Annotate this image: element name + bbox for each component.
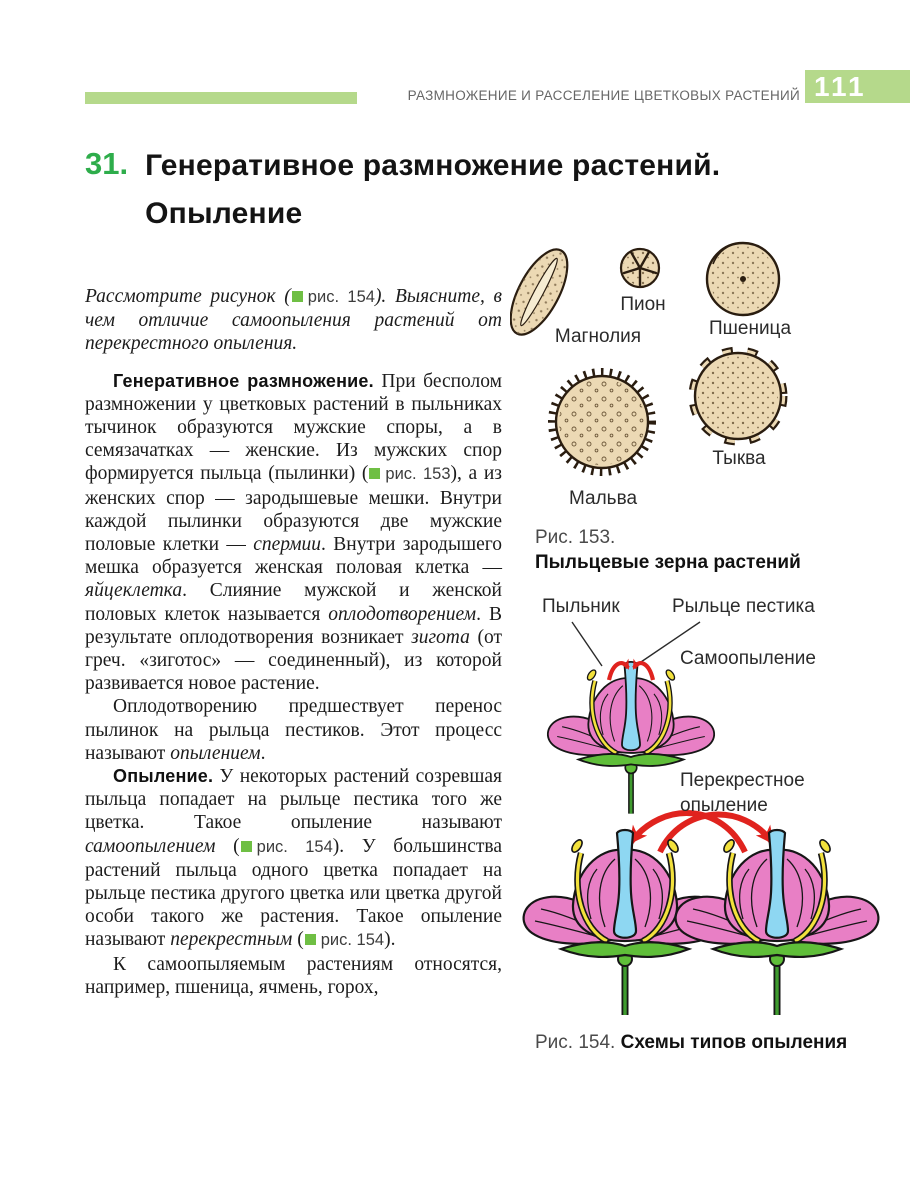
mallow-pollen-drawing <box>553 373 651 471</box>
figure-ref-square-icon <box>305 934 316 945</box>
section-number: 31. <box>85 146 129 181</box>
page-number-badge <box>805 70 910 103</box>
section-heading-line2: Опыление <box>145 197 303 230</box>
section-heading-line1: Генеративное размножение растений. <box>145 149 721 182</box>
header-rule <box>85 92 357 104</box>
label-cross-pollination: Перекрестное опыление <box>680 770 805 816</box>
figures-column <box>510 230 910 1070</box>
figure-reference: рис. 154 <box>291 286 375 307</box>
figure-ref-square-icon <box>369 468 380 479</box>
label-wheat: Пшеница <box>708 318 792 339</box>
section-title <box>85 142 720 238</box>
fig154-caption-label: Рис. 154. <box>535 1032 616 1053</box>
label-peony: Пион <box>620 294 666 315</box>
fig153-caption-label: Рис. 153. <box>535 527 616 548</box>
figure-reference: рис. 154 <box>240 836 333 857</box>
fig153-caption-title: Пыльцевые зерна растений <box>535 552 801 573</box>
figure-reference: рис. 154 <box>304 929 384 950</box>
wheat-pollen-drawing <box>707 243 779 315</box>
section-heading <box>145 142 720 238</box>
label-pumpkin: Тыква <box>712 448 766 469</box>
pumpkin-pollen-drawing <box>694 352 782 440</box>
fig154-caption-title: Схемы типов опыления <box>620 1032 848 1053</box>
intro-task-paragraph: Рассмотрите рисунок ( рис. 154). Выясните, в чем отличие самоопыления растений от перекрестного опыления. <box>85 286 502 355</box>
cross-pollination-arrows <box>631 813 772 852</box>
label-pistil-stigma: Рыльце пестика <box>672 596 815 617</box>
label-anther: Пыльник <box>542 596 620 617</box>
paragraph-fertilization: Оплодотворению предшествует перенос пылинок на рыльца пестиков. Этот процесс называют опылением. <box>85 696 502 764</box>
page-number: 111 <box>814 71 867 102</box>
peony-pollen-drawing <box>621 249 659 287</box>
fig154-caption <box>535 1030 847 1055</box>
figure-reference: рис. 153 <box>368 463 450 484</box>
label-magnolia: Магнолия <box>554 326 642 347</box>
article-text <box>85 285 502 999</box>
paragraph-pollination: Опыление. У некоторых растений созревшая пыльца попадает на рыльце пестика того же цветка. Такое опыление называют самоопылением ( рис. 154). У большинства растений пыльца одного цветка попадает на рыльце пестика другого цветка или цветка другой особи такого же растения. Такое опыление называют перекрестным ( рис. 154). <box>85 766 503 951</box>
fig153-caption <box>535 525 801 575</box>
label-self-pollination: Самоопыление <box>680 648 816 669</box>
figure-ref-square-icon <box>292 291 303 302</box>
pollen-grains-figure <box>510 230 850 530</box>
running-header: РАЗМНОЖЕНИЕ И РАССЕЛЕНИЕ ЦВЕТКОВЫХ РАСТЕНИЙ <box>407 88 800 103</box>
figure-ref-square-icon <box>241 841 252 852</box>
label-mallow: Мальва <box>568 488 638 509</box>
paragraph-generative-reproduction: Генеративное размножение. При бесполом размножении у цветковых растений в пыльниках тычинок образуются мужские споры, а в семязачатках — женские. Из мужских спор формируется пыльца (пылинки) ( рис. 153), а из женских спор — зародышевые мешки. Внутри каждой пылинки образуются две мужские половые клетки — спермии. Внутри зародышего мешка образуется женская половая клетка — яйцеклетка. Слияние мужской и женской половых клеток называется оплодотворением. В результате оплодотворения возникает зигота (от греч. «зиготос» — соединенный), из которой развивается новое растение. <box>85 370 503 695</box>
cross-pollination-flower-right <box>676 830 879 1015</box>
paragraph-self-pollinating-examples: К самоопыляемым растениям относятся, например, пшеница, ячмень, горох, <box>85 953 502 998</box>
